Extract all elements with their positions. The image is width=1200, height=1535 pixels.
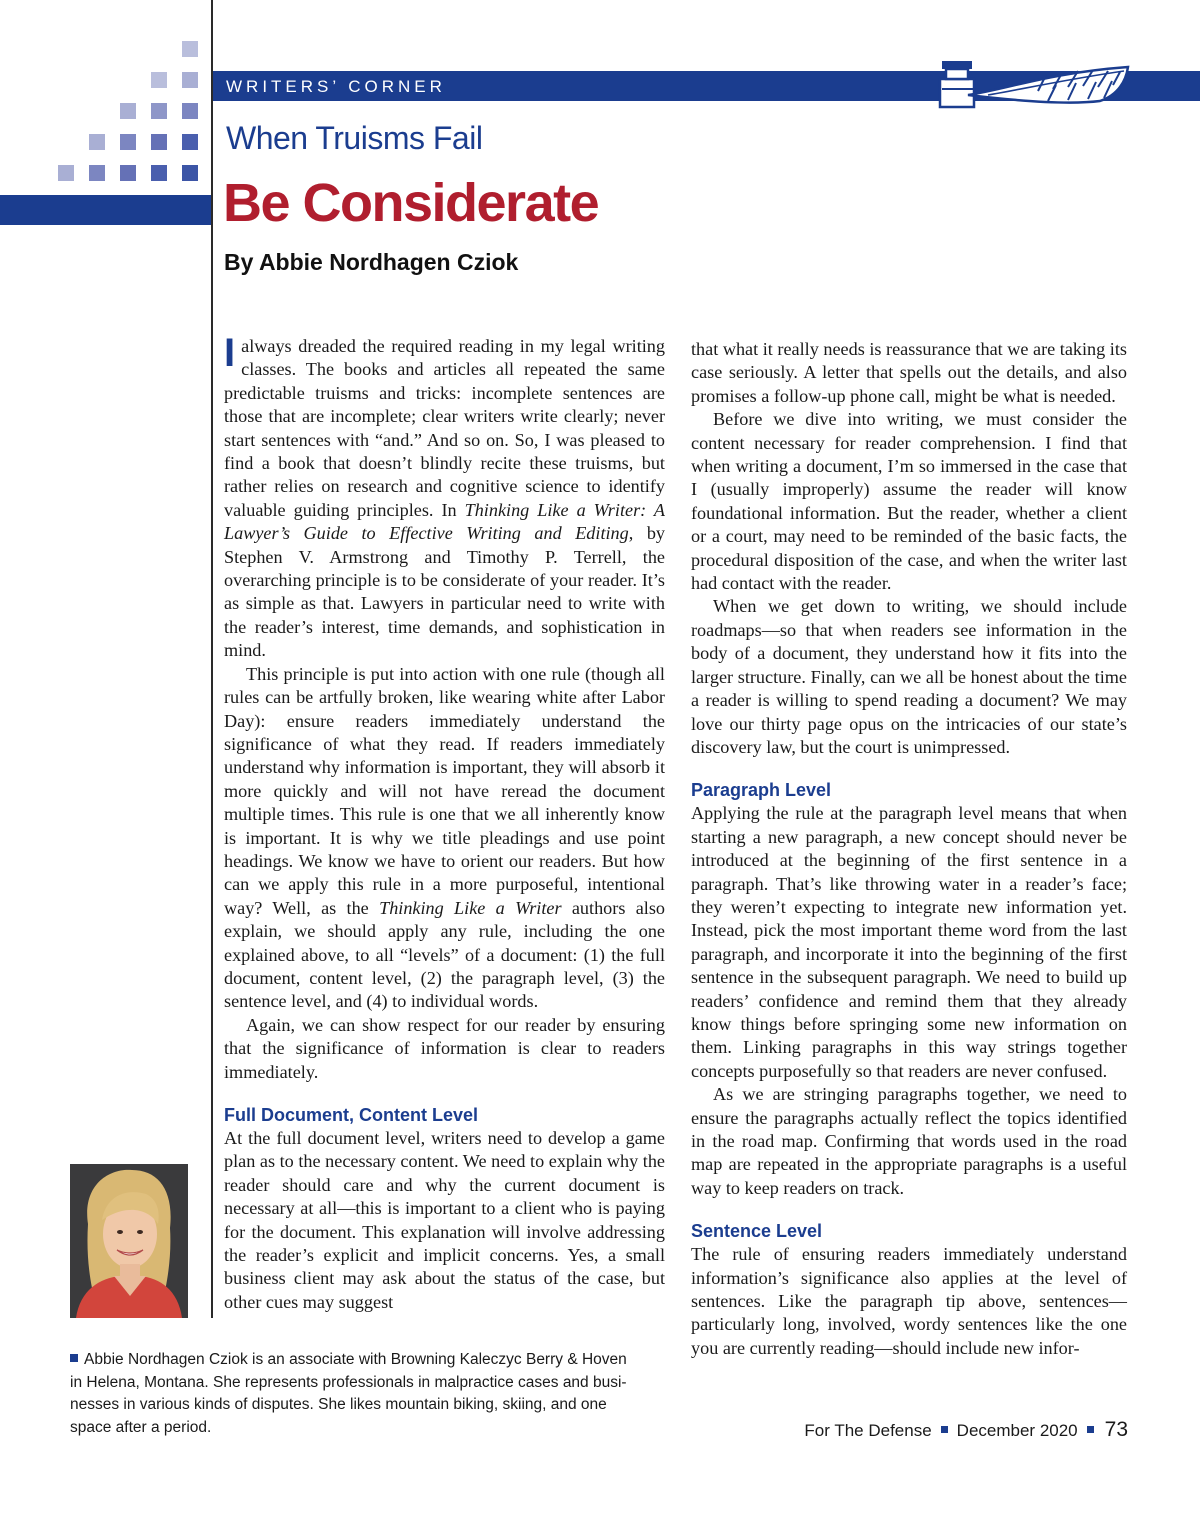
section-heading: Paragraph Level xyxy=(691,780,832,801)
bio-text: Abbie Nordhagen Cziok is an associate with Browning Kaleczyc Berry & Hoven in Helena, Montana. She represents professionals in malpractice cases and businesses in various kinds of disputes. She likes mountain biking, skiing, and one space after a period. xyxy=(70,1351,627,1436)
deco-square xyxy=(151,165,167,181)
page-number: 73 xyxy=(1104,1418,1128,1441)
deco-square xyxy=(120,165,136,181)
page-footer xyxy=(804,1418,1128,1442)
deco-square xyxy=(182,41,198,57)
deco-square xyxy=(151,72,167,88)
deco-square xyxy=(182,72,198,88)
deco-square xyxy=(182,134,198,150)
deco-square xyxy=(120,134,136,150)
paragraph xyxy=(224,663,665,1014)
book-title: Thinking Like a Writer xyxy=(379,897,562,918)
inkwell-quill-icon xyxy=(928,55,1138,115)
paragraph: Before we dive into writing, we must consider the content necessary for reader comprehension. I find that when writing a document, I’m so immersed in the case that I (usually improperly) assume the reader will know foundational information. But the reader, whether a client or a court, may need to be reminded of the basic facts, the procedural disposition of the case, and when the writer last had contact with the reader. xyxy=(691,409,1127,594)
paragraph-text: , by Stephen V. Armstrong and Timothy P. Terrell, the overarching principle is to be considerate of your reader. It’s as simple as that. Lawyers in particular need to write with the reader’s interest, time demands, and sophistication in mind. xyxy=(224,523,666,661)
paragraph xyxy=(224,331,666,663)
paragraph: Again, we can show respect for our reader by ensuring that the significance of information is clear to readers immediately. xyxy=(224,1014,665,1082)
paragraph: As we are stringing paragraphs together, we need to ensure the paragraphs actually reflect the topics identified in the road map. Confirming that words used in the road map are repeated in the appropriate paragraphs is a useful way to keep readers on track. xyxy=(691,1084,1127,1198)
deco-square xyxy=(151,103,167,119)
footer-separator-icon xyxy=(941,1426,948,1433)
paragraph: When we get down to writing, we should include roadmaps—so that when readers see information in the body of a document, they understand how it fits into the larger structure. Finally, can we all be honest about the time a reader is willing to spend reading a document? We may love our thirty page opus on the intricacies of our state’s discovery law, but the court is unimpressed. xyxy=(691,596,1127,757)
paragraph-text: This principle is put into action with one rule (though all rules can be artfully broken, like wearing white after Labor Day): ensure readers immediately understand the significance of what they read. If readers immediately understand why information is important, they will absorb it more quickly and will not have reread the document multiple times. This rule is one that we all inherently know is important. It is why we title pleadings and use point headings. We know we have to orient our readers. But how can we apply this rule in a more purposeful, intentional way? Well, as the xyxy=(224,663,665,918)
deco-square xyxy=(58,165,74,181)
section-heading: Full Document, Content Level xyxy=(224,1105,479,1125)
bio-bullet-icon xyxy=(70,1354,78,1362)
paragraph: The rule of ensuring readers immediately understand information’s significance also applies at the level of sentences. Like the paragraph tip above, sentences—particularly long, involved, wordy sentences like the one you are currently reading—should include new infor- xyxy=(691,1244,1127,1358)
paragraph: that what it really needs is reassurance that we are taking its case seriously. A letter that spells out the details, and also promises a follow-up phone call, might be what is needed. xyxy=(691,339,1127,406)
paragraph-text: authors also explain, we should apply any rule, including the one explained above, to all “levels” of a document: (1) the full document, content level, (2) the paragraph level, (3) the sentence level, and (4) to individual words. xyxy=(224,897,665,1012)
left-color-band xyxy=(0,195,211,225)
vertical-rule xyxy=(211,0,213,1318)
author-photo xyxy=(70,1164,188,1318)
article-subtitle: When Truisms Fail xyxy=(226,120,483,156)
section-heading: Sentence Level xyxy=(691,1221,823,1242)
paragraph: At the full document level, writers need to develop a game plan as to the necessary content. We need to explain why the reader should care and why the current document is necessary at all—this is important to a client who is paying for the document. This explanation will involve addressing the reader’s explicit and implicit concerns. Yes, a small business client may ask about the status of the case, but other cues may suggest xyxy=(224,1128,665,1312)
byline: By Abbie Nordhagen Cziok xyxy=(224,249,519,275)
deco-square xyxy=(182,165,198,181)
author-bio xyxy=(70,1349,640,1439)
book-title: Thinking Like a Writer: A Lawyer’s Guide to Effective Writing and Editing xyxy=(224,499,665,544)
issue-date: December 2020 xyxy=(956,1421,1078,1440)
section-kicker: WRITERS’ CORNER xyxy=(226,77,446,96)
paragraph: Applying the rule at the paragraph level means that when starting a new paragraph, a new concept should never be introduced at the beginning of the first sentence in a paragraph. That’s like throwing water in a reader’s face; they weren’t expecting to integrate new information yet. Instead, pick the most important theme word from the last paragraph, and incorporate it into the beginning of the first sentence in the subsequent paragraph. We need to build up readers’ confidence and remind them that they already know things before springing some new information on them. Linking paragraphs in this way strings together concepts purposefully so that readers are never confused. xyxy=(691,803,1127,1081)
publication-name: For The Defense xyxy=(804,1421,932,1440)
article-column-1 xyxy=(224,331,666,1314)
deco-square xyxy=(151,134,167,150)
footer-separator-icon xyxy=(1087,1426,1094,1433)
article-column-2 xyxy=(691,338,1127,1360)
deco-square xyxy=(120,103,136,119)
deco-square xyxy=(89,165,105,181)
deco-square xyxy=(89,134,105,150)
article-title: Be Considerate xyxy=(223,173,599,233)
deco-square xyxy=(182,103,198,119)
paragraph-text: always dreaded the required reading in my legal writing classes. The books and articles all repeated the same predictable truisms and tricks: incomplete sentences are those that are incomplete; clear writers write clearly; never start sentences with “and.” And so on. So, I was pleased to find a book that doesn’t blindly recite these truisms, but rather relies on research and cognitive science to identify valuable guiding principles. In xyxy=(224,336,665,520)
drop-cap: I xyxy=(224,331,236,375)
